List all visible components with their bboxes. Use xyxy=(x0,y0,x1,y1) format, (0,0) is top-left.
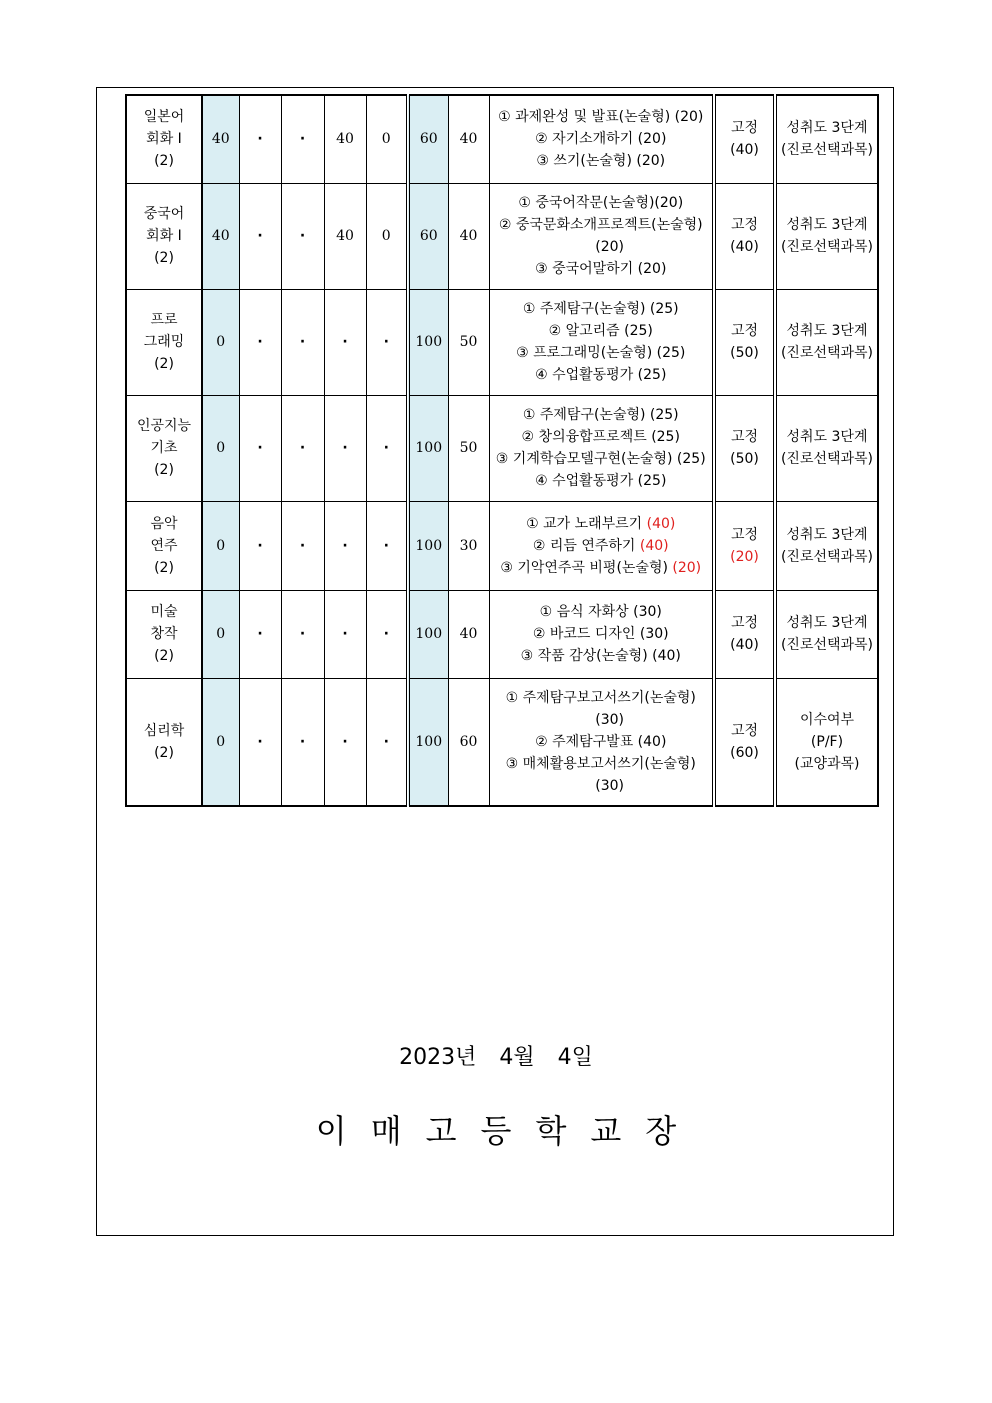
date-month: 4월 xyxy=(499,1045,535,1070)
assessment-items-cell xyxy=(489,289,714,395)
score-cell-c4: · xyxy=(324,289,366,395)
assessment-item xyxy=(490,364,713,386)
subject-line: 심리학 xyxy=(143,722,185,739)
assessment-item xyxy=(490,753,713,775)
table-row xyxy=(126,183,878,289)
score-cell-c5: · xyxy=(366,289,408,395)
subject-line: 일본어 xyxy=(143,109,185,126)
score-cell-c1: 40 xyxy=(202,95,239,183)
subject-line: (2) xyxy=(154,744,174,761)
assessment-item xyxy=(490,150,713,172)
score-cell-c4: · xyxy=(324,501,366,590)
assessment-item xyxy=(490,775,713,797)
score-cell-c5: · xyxy=(366,678,408,806)
subject-line: (2) xyxy=(154,462,174,478)
assessment-item xyxy=(490,258,713,280)
evaluation-method-cell xyxy=(775,590,878,678)
table-row xyxy=(126,395,878,501)
assessment-item xyxy=(490,535,713,557)
subject-line: 중국어 xyxy=(143,206,185,222)
assessment-item-text: ② 리듬 연주하기 xyxy=(532,537,640,554)
assessment-item xyxy=(490,298,713,320)
fixed-score-cell xyxy=(714,395,775,501)
assessment-item-text: ④ 수업활동평가 (25) xyxy=(535,367,667,383)
subject-cell xyxy=(126,95,202,183)
assessment-item xyxy=(490,128,713,150)
score-cell-c7: 40 xyxy=(448,590,489,678)
subject-line: 창작 xyxy=(150,626,178,642)
assessment-item xyxy=(490,214,713,236)
assessment-item-text: (40) xyxy=(639,537,669,554)
date-day: 4일 xyxy=(557,1045,593,1070)
subject-line: (2) xyxy=(154,648,174,664)
document-date xyxy=(0,1040,992,1071)
score-cell-c7: 60 xyxy=(448,678,489,806)
fixed-score-cell xyxy=(714,289,775,395)
score-cell-c3: · xyxy=(281,395,324,501)
subject-line: (2) xyxy=(154,250,174,266)
score-cell-c3: · xyxy=(281,678,324,806)
score-cell-c1: 40 xyxy=(202,183,239,289)
evaluation-method-cell xyxy=(775,678,878,806)
evaluation-method-line: (P/F) xyxy=(810,733,844,750)
assessment-item-text: ① 주제탐구보고서쓰기(논술형) xyxy=(505,689,696,706)
assessment-item-text: ② 알고리즘 (25) xyxy=(548,323,653,339)
subject-line: 회화 Ⅰ xyxy=(146,228,182,244)
score-cell-c4: · xyxy=(324,395,366,501)
score-cell-c5: · xyxy=(366,590,408,678)
fixed-score-cell xyxy=(714,678,775,806)
evaluation-method-line: (진로선택과목) xyxy=(780,451,874,467)
table-row xyxy=(126,289,878,395)
fixed-score-line: (60) xyxy=(730,744,759,761)
subject-cell xyxy=(126,590,202,678)
score-cell-c2: · xyxy=(239,678,281,806)
subject-line: 미술 xyxy=(150,604,178,620)
assessment-item-text: ① 중국어작문(논술형)(20) xyxy=(518,195,684,211)
assessment-item xyxy=(490,470,713,492)
score-cell-c7: 50 xyxy=(448,395,489,501)
assessment-item-text: ③ 쓰기(논술형) (20) xyxy=(536,153,666,170)
score-cell-c1: 0 xyxy=(202,501,239,590)
fixed-score-line: (50) xyxy=(730,451,759,467)
score-cell-c7: 40 xyxy=(448,183,489,289)
score-cell-c1: 0 xyxy=(202,590,239,678)
assessment-item-text: (20) xyxy=(577,239,625,255)
assessment-item xyxy=(490,513,713,535)
table-row xyxy=(126,501,878,590)
score-cell-c1: 0 xyxy=(202,678,239,806)
evaluation-method-line: 성취도 3단계 xyxy=(786,526,868,543)
subject-line: 인공지능 xyxy=(136,418,192,434)
score-cell-c6: 60 xyxy=(408,183,448,289)
evaluation-method-line: (진로선택과목) xyxy=(780,142,874,159)
subject-cell xyxy=(126,395,202,501)
score-cell-c7: 30 xyxy=(448,501,489,590)
score-cell-c3: · xyxy=(281,590,324,678)
assessment-item xyxy=(490,709,713,731)
assessment-item-text: ① 주제탐구(논술형) (25) xyxy=(522,407,679,423)
score-cell-c3: · xyxy=(281,95,324,183)
score-cell-c1: 0 xyxy=(202,395,239,501)
score-cell-c5: · xyxy=(366,395,408,501)
score-cell-c5: 0 xyxy=(366,95,408,183)
assessment-item xyxy=(490,320,713,342)
subject-line: 그래밍 xyxy=(143,334,185,350)
assessment-table xyxy=(125,94,879,807)
score-cell-c3: · xyxy=(281,501,324,590)
assessment-item-text: ① 음식 자화상 (30) xyxy=(539,604,662,620)
assessment-item xyxy=(490,557,713,579)
assessment-item-text: ③ 매체활용보고서쓰기(논술형) xyxy=(505,755,696,772)
score-cell-c4: 40 xyxy=(324,95,366,183)
evaluation-method-cell xyxy=(775,289,878,395)
score-cell-c6: 100 xyxy=(408,501,448,590)
score-cell-c2: · xyxy=(239,395,281,501)
score-cell-c4: · xyxy=(324,590,366,678)
evaluation-method-line: (진로선택과목) xyxy=(780,239,874,255)
evaluation-method-line: 성취도 3단계 xyxy=(786,120,868,137)
assessment-item xyxy=(490,404,713,426)
evaluation-method-line: (교양과목) xyxy=(794,755,860,772)
table-row xyxy=(126,590,878,678)
score-cell-c4: · xyxy=(324,678,366,806)
score-cell-c5: 0 xyxy=(366,183,408,289)
score-cell-c7: 40 xyxy=(448,95,489,183)
subject-cell xyxy=(126,501,202,590)
fixed-score-line: (40) xyxy=(730,142,759,159)
fixed-score-cell xyxy=(714,95,775,183)
fixed-score-cell xyxy=(714,501,775,590)
fixed-score-line: 고정 xyxy=(730,323,759,339)
evaluation-method-line: (진로선택과목) xyxy=(780,637,874,653)
assessment-item xyxy=(490,236,713,258)
assessment-item xyxy=(490,426,713,448)
assessment-items-cell xyxy=(489,95,714,183)
score-cell-c6: 60 xyxy=(408,95,448,183)
score-cell-c3: · xyxy=(281,289,324,395)
assessment-item xyxy=(490,342,713,364)
assessment-items-cell xyxy=(489,183,714,289)
fixed-score-line: 고정 xyxy=(730,429,759,445)
assessment-item-text: (40) xyxy=(646,515,676,532)
assessment-items-cell xyxy=(489,678,714,806)
subject-line: (2) xyxy=(154,559,174,576)
subject-cell xyxy=(126,289,202,395)
score-cell-c2: · xyxy=(239,590,281,678)
fixed-score-line: (40) xyxy=(730,239,759,255)
subject-cell xyxy=(126,183,202,289)
fixed-score-line: 고정 xyxy=(730,615,759,631)
assessment-item xyxy=(490,192,713,214)
assessment-item xyxy=(490,645,713,667)
score-cell-c6: 100 xyxy=(408,590,448,678)
fixed-score-line: (50) xyxy=(730,345,759,361)
assessment-item xyxy=(490,448,713,470)
assessment-item-text: (30) xyxy=(577,711,625,728)
assessment-item xyxy=(490,106,713,128)
table-row xyxy=(126,95,878,183)
subject-cell xyxy=(126,678,202,806)
fixed-score-line: 고정 xyxy=(730,120,759,137)
evaluation-method-cell xyxy=(775,395,878,501)
subject-line: 회화 Ⅰ xyxy=(146,131,182,148)
fixed-score-cell xyxy=(714,183,775,289)
assessment-items-cell xyxy=(489,501,714,590)
fixed-score-line: (20) xyxy=(730,548,759,565)
evaluation-method-line: 성취도 3단계 xyxy=(786,323,868,339)
subject-line: 연주 xyxy=(150,537,178,554)
assessment-item-text: ④ 수업활동평가 (25) xyxy=(535,473,667,489)
assessment-item-text: (30) xyxy=(577,777,625,794)
assessment-item-text: ③ 기계학습모델구현(논술형) (25) xyxy=(495,451,706,467)
principal-signature: 이매고등학교장 xyxy=(315,1112,701,1150)
score-cell-c2: · xyxy=(239,183,281,289)
assessment-item xyxy=(490,731,713,753)
assessment-item-text: ① 과제완성 및 발표(논술형) (20) xyxy=(498,109,704,126)
fixed-score-line: 고정 xyxy=(730,722,759,739)
subject-line: 프로 xyxy=(150,312,178,328)
score-cell-c2: · xyxy=(239,289,281,395)
score-cell-c3: · xyxy=(281,183,324,289)
score-cell-c2: · xyxy=(239,95,281,183)
assessment-item-text: ② 자기소개하기 (20) xyxy=(535,131,667,148)
assessment-item-text: ③ 프로그래밍(논술형) (25) xyxy=(516,345,686,361)
fixed-score-line: (40) xyxy=(730,637,759,653)
assessment-item-text: ③ 작품 감상(논술형) (40) xyxy=(520,648,681,664)
date-year: 2023년 xyxy=(399,1045,477,1070)
score-cell-c5: · xyxy=(366,501,408,590)
fixed-score-line: 고정 xyxy=(730,217,759,233)
score-cell-c6: 100 xyxy=(408,395,448,501)
assessment-item-text: ③ 중국어말하기 (20) xyxy=(535,261,667,277)
assessment-items-cell xyxy=(489,395,714,501)
assessment-item-text: ② 주제탐구발표 (40) xyxy=(535,733,667,750)
subject-line: (2) xyxy=(154,356,174,372)
score-cell-c7: 50 xyxy=(448,289,489,395)
assessment-item-text: ① 교가 노래부르기 xyxy=(526,515,647,532)
assessment-item-text: ② 창의융합프로젝트 (25) xyxy=(521,429,680,445)
assessment-item xyxy=(490,623,713,645)
subject-line: (2) xyxy=(154,153,174,170)
evaluation-method-line: (진로선택과목) xyxy=(780,548,874,565)
assessment-item-text: ① 주제탐구(논술형) (25) xyxy=(522,301,679,317)
score-cell-c6: 100 xyxy=(408,289,448,395)
evaluation-method-line: 이수여부 xyxy=(799,711,855,728)
evaluation-method-line: 성취도 3단계 xyxy=(786,217,868,233)
fixed-score-line: 고정 xyxy=(730,526,759,543)
score-cell-c2: · xyxy=(239,501,281,590)
assessment-item xyxy=(490,601,713,623)
table-row xyxy=(126,678,878,806)
evaluation-method-line: (진로선택과목) xyxy=(780,345,874,361)
subject-line: 기초 xyxy=(150,440,178,456)
assessment-item-text: (20) xyxy=(672,559,702,576)
evaluation-method-line: 성취도 3단계 xyxy=(786,429,868,445)
evaluation-method-cell xyxy=(775,95,878,183)
subject-line: 음악 xyxy=(150,515,178,532)
score-cell-c6: 100 xyxy=(408,678,448,806)
score-cell-c1: 0 xyxy=(202,289,239,395)
assessment-item-text: ② 바코드 디자인 (30) xyxy=(532,626,669,642)
evaluation-method-cell xyxy=(775,183,878,289)
assessment-items-cell xyxy=(489,590,714,678)
assessment-item-text: ③ 기악연주곡 비평(논술형) xyxy=(500,559,673,576)
assessment-item xyxy=(490,687,713,709)
assessment-item-text: ② 중국문화소개프로젝트(논술형) xyxy=(498,217,703,233)
evaluation-method-line: 성취도 3단계 xyxy=(786,615,868,631)
score-cell-c4: 40 xyxy=(324,183,366,289)
fixed-score-cell xyxy=(714,590,775,678)
evaluation-method-cell xyxy=(775,501,878,590)
